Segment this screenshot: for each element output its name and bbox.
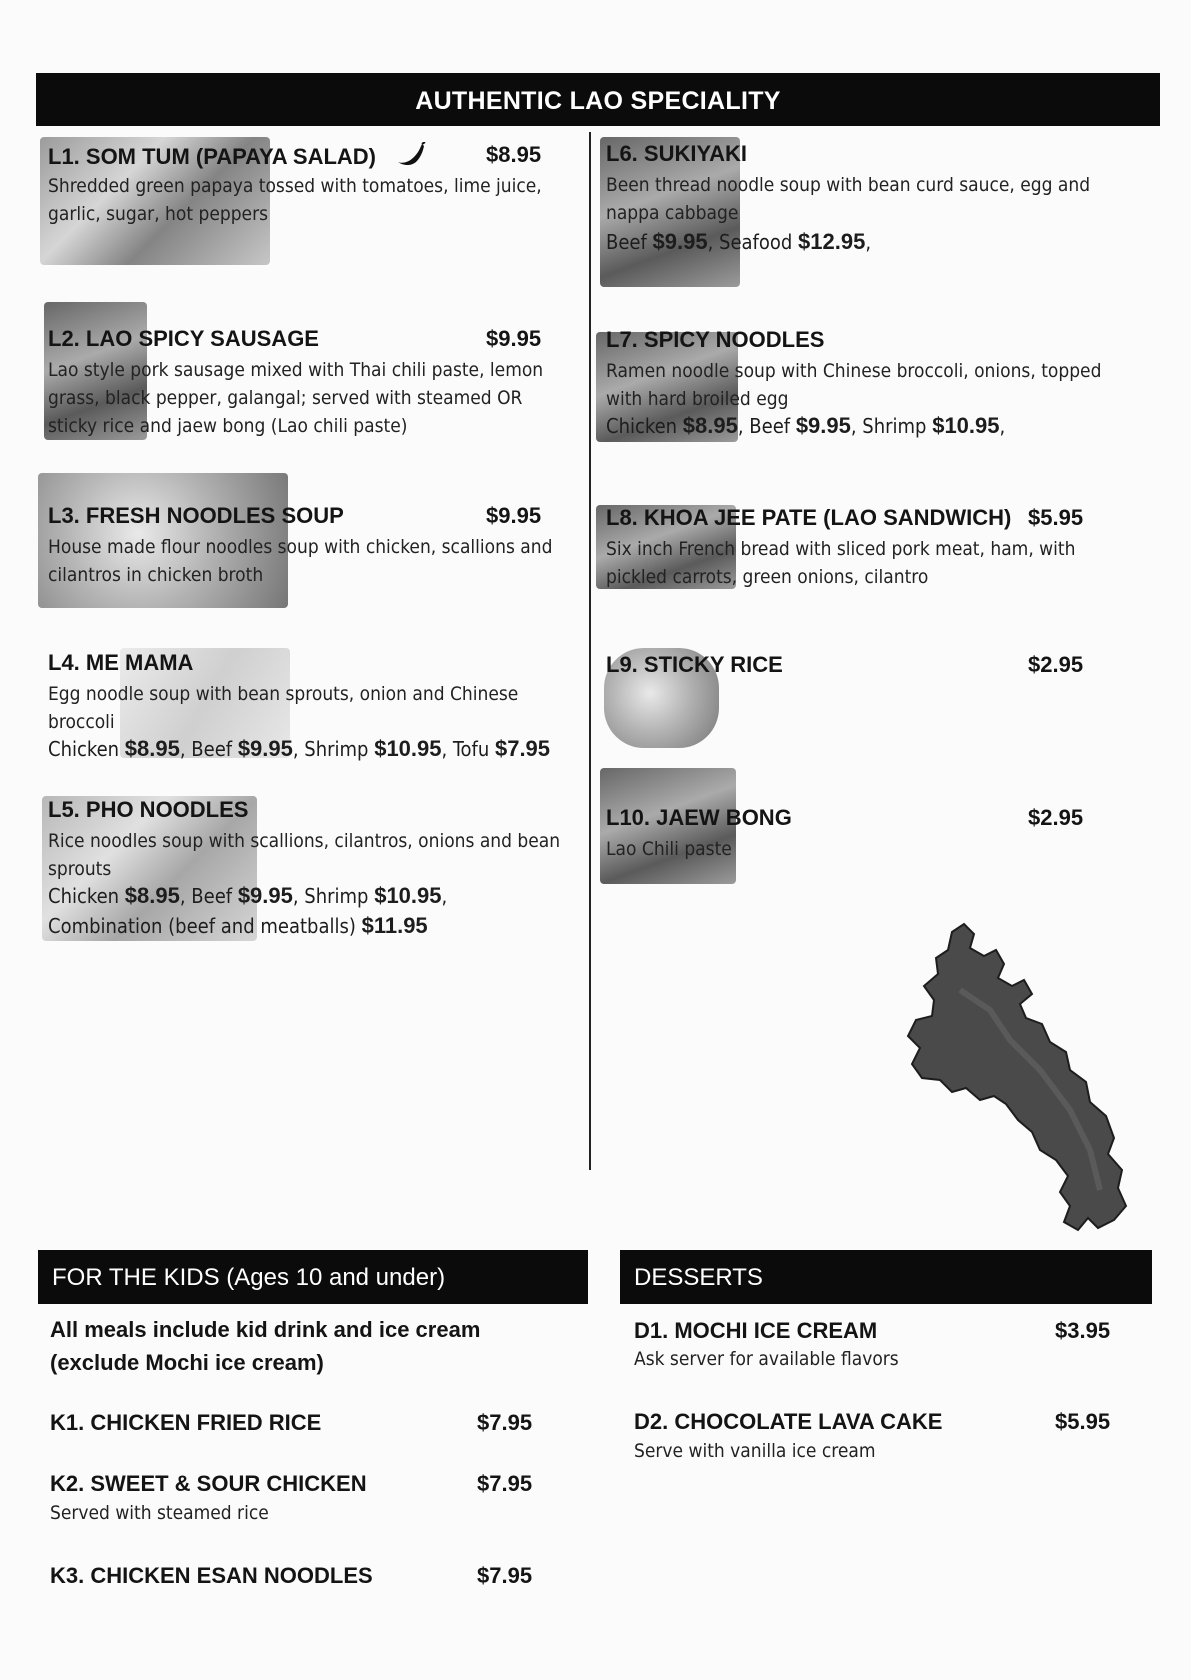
item-price: $8.95 — [486, 142, 542, 167]
menu-item-k3-name: K3. CHICKEN ESAN NOODLES — [50, 1563, 373, 1588]
item-name: L5. PHO NOODLES — [48, 797, 249, 822]
item-options: Chicken $8.95, Beef $9.95, Shrimp $10.95, Tofu $7.95 — [48, 736, 551, 761]
section-title: DESSERTS — [634, 1264, 763, 1291]
laos-map-icon — [900, 920, 1140, 1240]
section-header-lao-speciality — [36, 73, 1160, 126]
item-description: Lao style pork sausage mixed with Thai chili paste, lemon grass, black pepper, galangal; served with steamed OR sticky rice and jaew bong (Lao chili paste) — [48, 359, 544, 437]
item-name: L10. JAEW BONG — [606, 805, 792, 830]
item-price: $5.95 — [1028, 505, 1084, 530]
item-options: Chicken $8.95, Beef $9.95, Shrimp $10.95, Combination (beef and meatballs) $11.95 — [48, 883, 448, 938]
menu-item-k1-name: K1. CHICKEN FRIED RICE — [50, 1410, 322, 1435]
item-name: L6. SUKIYAKI — [606, 141, 748, 166]
item-name: L2. LAO SPICY SAUSAGE — [48, 326, 319, 351]
item-description: Ramen noodle soup with Chinese broccoli, onions, topped with hard broiled egg — [606, 360, 1102, 410]
item-description: House made flour noodles soup with chicken, scallions and cilantros in chicken broth — [48, 536, 553, 586]
section-title: FOR THE KIDS (Ages 10 and under) — [52, 1264, 446, 1291]
menu-item-k1-price: $7.95 — [477, 1410, 533, 1435]
menu-item-l4 — [38, 650, 578, 770]
menu-item-d2-price: $5.95 — [1055, 1409, 1111, 1434]
menu-item-l2 — [38, 326, 558, 446]
item-description: Shredded green papaya tossed with tomatoes, lime juice, garlic, sugar, hot peppers — [48, 175, 542, 225]
chili-pepper-icon — [396, 142, 426, 168]
item-options: Beef $9.95, Seafood $12.95, — [606, 229, 872, 254]
item-name: L1. SOM TUM (PAPAYA SALAD) — [48, 142, 426, 170]
menu-item-l10 — [596, 805, 1136, 865]
section-header-kids — [38, 1250, 588, 1304]
item-description: Six inch French bread with sliced pork meat, ham, with pickled carrots, green onions, cilantro — [606, 538, 1076, 588]
menu-item-l3 — [38, 503, 578, 593]
item-description: Rice noodles soup with scallions, cilantros, onions and bean sprouts — [48, 830, 561, 880]
column-divider — [589, 132, 591, 1170]
item-description: Been thread noodle soup with bean curd sauce, egg and nappa cabbage — [606, 174, 1091, 224]
menu-item-d1-price: $3.95 — [1055, 1318, 1111, 1343]
item-price: $9.95 — [486, 503, 542, 528]
menu-item-d1-name: D1. MOCHI ICE CREAM — [634, 1318, 878, 1343]
item-name: L3. FRESH NOODLES SOUP — [48, 503, 344, 528]
menu-item-l6 — [596, 141, 1116, 261]
menu-item-k2-price: $7.95 — [477, 1471, 533, 1496]
menu-item-k2-description: Served with steamed rice — [50, 1502, 269, 1524]
item-price: $2.95 — [1028, 652, 1084, 677]
menu-item-l7 — [596, 327, 1136, 447]
item-description: Egg noodle soup with bean sprouts, onion and Chinese broccoli — [48, 683, 519, 733]
menu-item-l1 — [38, 142, 558, 252]
menu-item-d1-description: Ask server for available flavors — [634, 1348, 899, 1370]
kids-intro: All meals include kid drink and ice cream (exclude Mochi ice cream) — [50, 1317, 481, 1375]
item-name: L7. SPICY NOODLES — [606, 327, 825, 352]
menu-item-l8 — [596, 505, 1136, 595]
section-title: AUTHENTIC LAO SPECIALITY — [415, 87, 781, 115]
menu-item-k3-price: $7.95 — [477, 1563, 533, 1588]
item-options: Chicken $8.95, Beef $9.95, Shrimp $10.95, — [606, 413, 1006, 438]
item-name: L4. ME MAMA — [48, 650, 194, 675]
section-header-desserts — [620, 1250, 1152, 1304]
item-description: Lao Chili paste — [606, 838, 732, 860]
menu-item-l5 — [38, 797, 578, 947]
item-price: $2.95 — [1028, 805, 1084, 830]
menu-item-k2-name: K2. SWEET & SOUR CHICKEN — [50, 1471, 367, 1496]
item-name: L8. KHOA JEE PATE (LAO SANDWICH) — [606, 505, 1012, 530]
item-name: L9. STICKY RICE — [606, 652, 783, 677]
menu-item-d2-description: Serve with vanilla ice cream — [634, 1440, 876, 1462]
menu-item-d2-name: D2. CHOCOLATE LAVA CAKE — [634, 1409, 943, 1434]
menu-item-l9 — [596, 652, 1136, 692]
item-price: $9.95 — [486, 326, 542, 351]
